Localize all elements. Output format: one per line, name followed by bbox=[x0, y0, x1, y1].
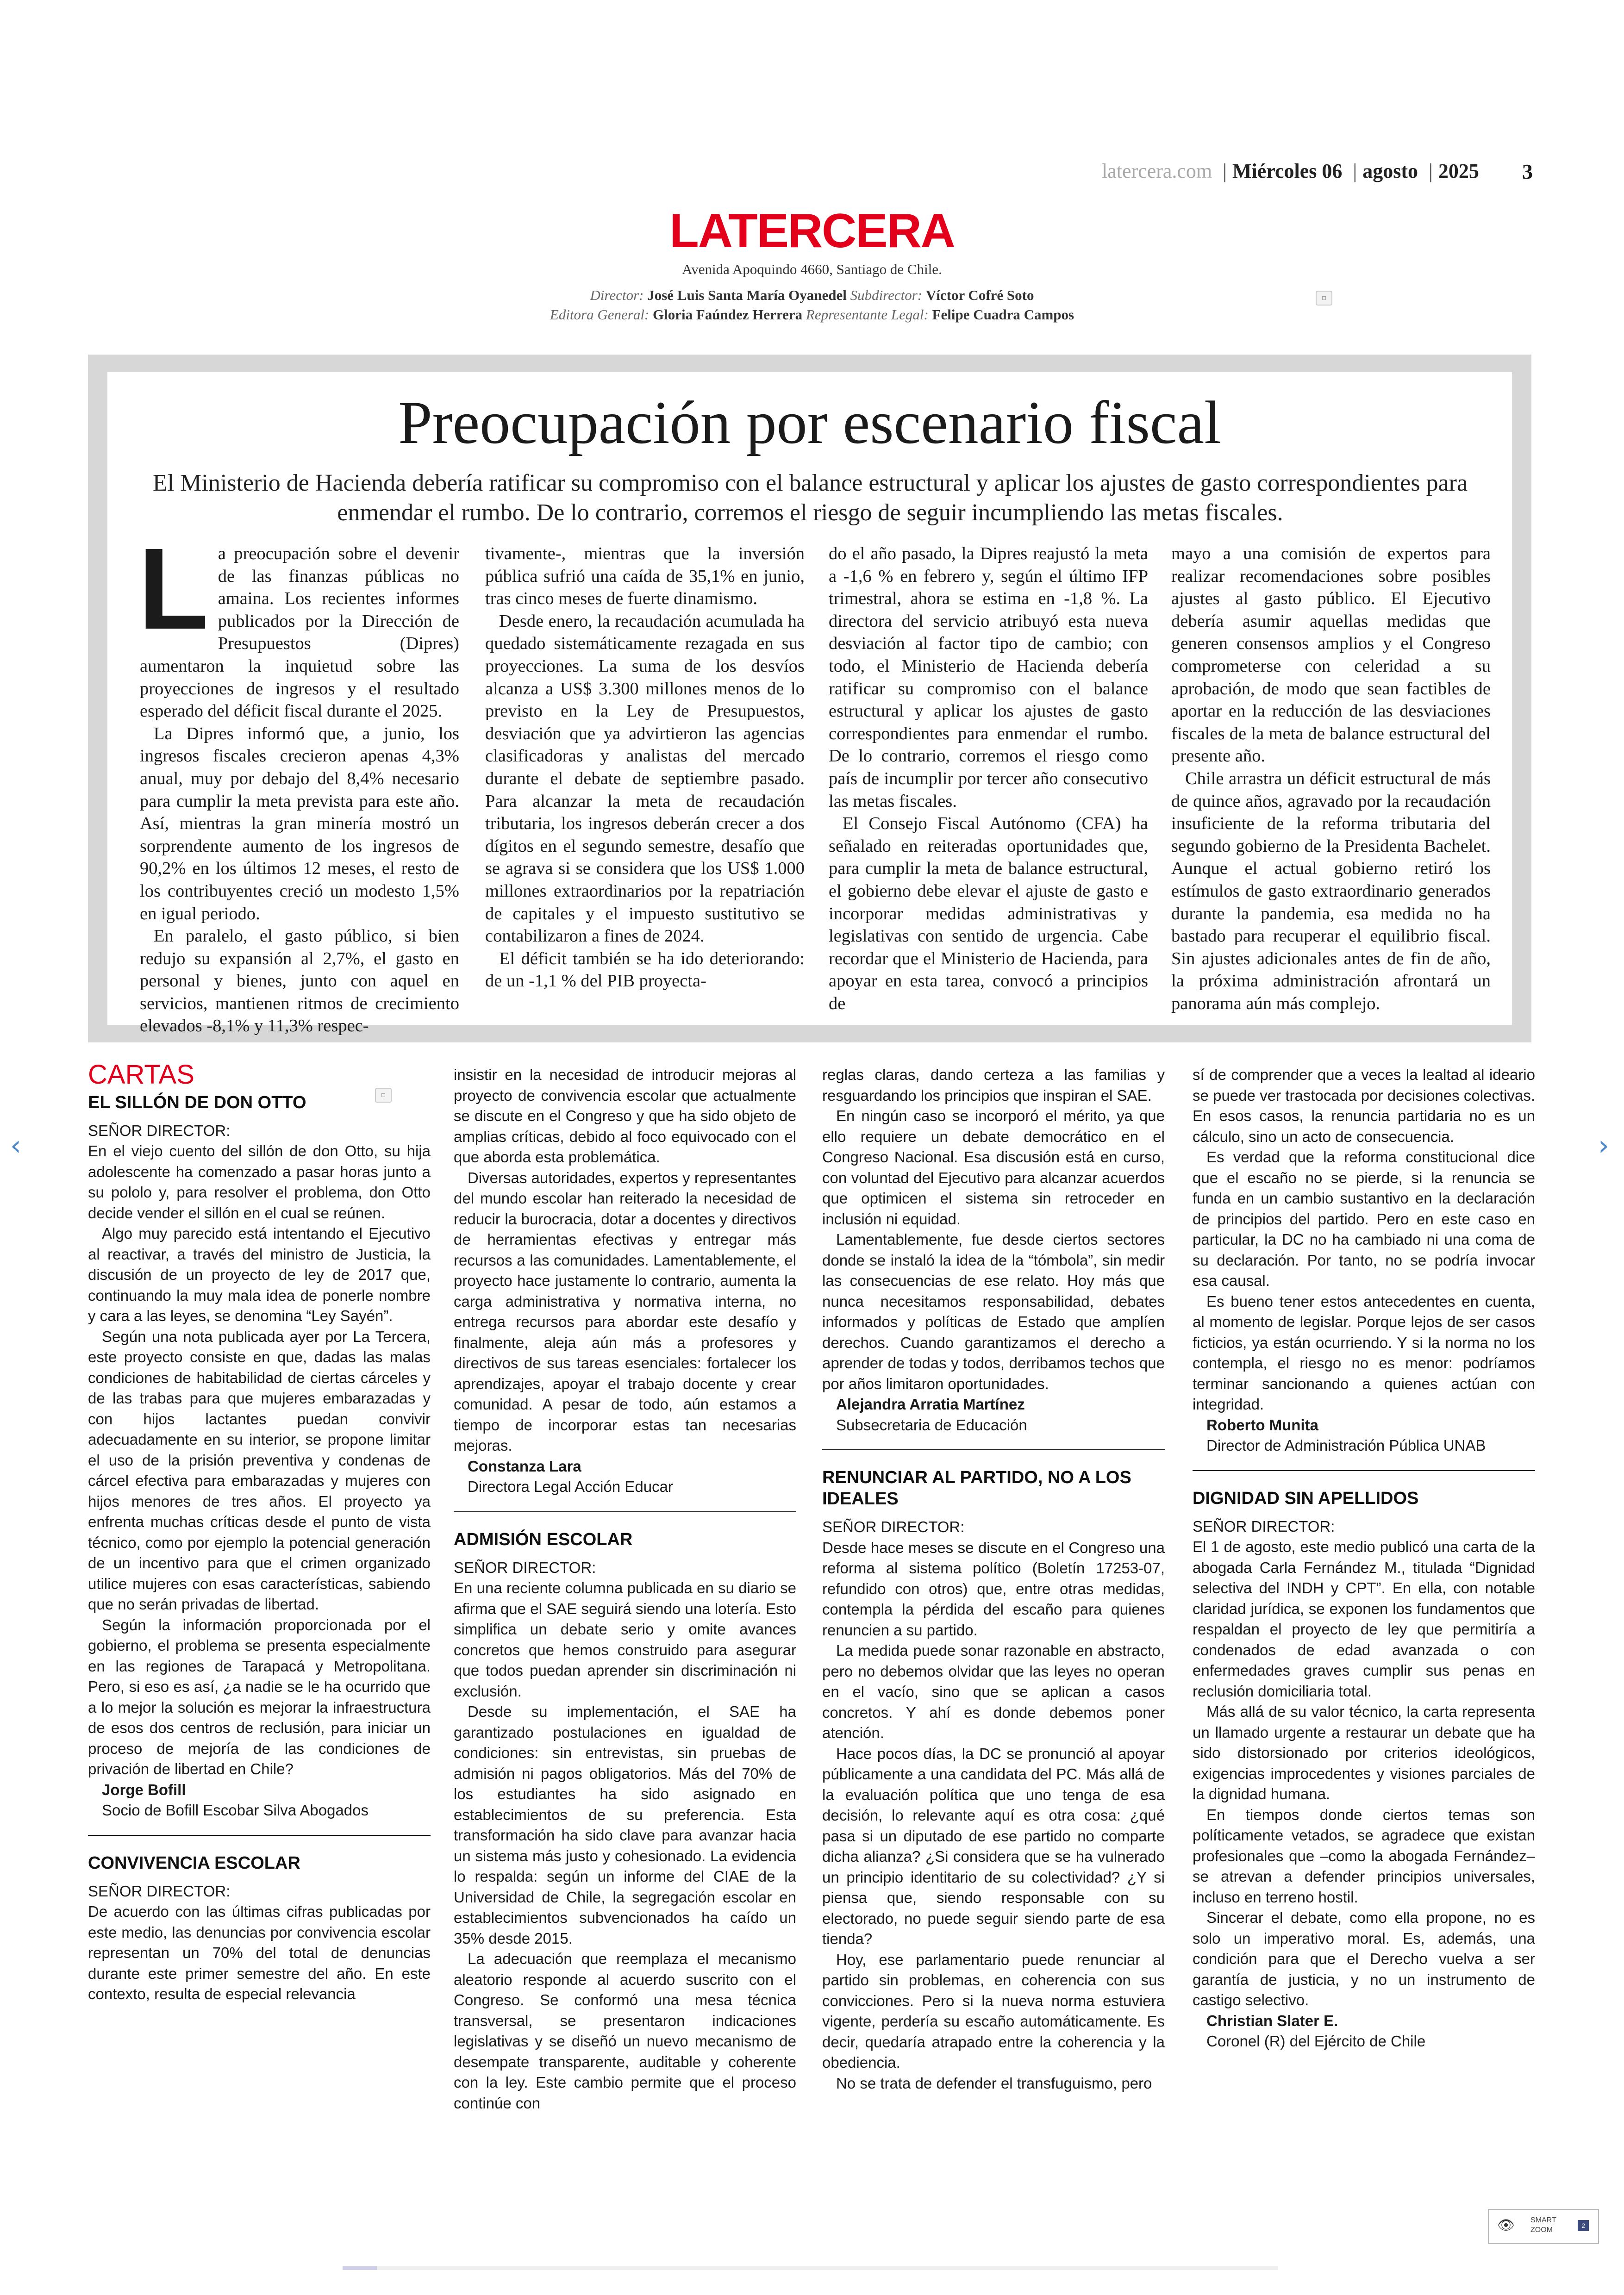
editorial-paragraph: a preocupación sobre el devenir de las finanzas públicas no amaina. Los recientes informes publicados por la Dirección de Presupuestos (Dipres) aumentaron la inquietud sobre las proyecciones de ingresos y el resultado esperado del déficit fiscal durante el 2025. bbox=[140, 544, 459, 721]
letter-title: EL SILLÓN DE DON OTTO bbox=[88, 1092, 306, 1112]
letter-paragraph: Diversas autoridades, expertos y representantes del mundo escolar han reiterado la necesidad de reducir la burocracia, dotar a docentes y directivos de herramientas efectivas y entregar más recursos a las comunidades. Lamentablemente, el proyecto hace justamente lo contrario, aumenta la carga administrativa y normativa interna, no entrega recursos para abordar este desafío y finalmente, aleja aún más a profesores y directivos de sus tareas esenciales: fortalecer los aprendizajes, apoyar el trabajo docente y crear comunidad. A pesar de todo, aún estamos a tiempo de incorporar estas tan necesarias mejoras. bbox=[454, 1169, 796, 1454]
letter-paragraph: No se trata de defender el transfuguismo, pero bbox=[836, 2074, 1152, 2092]
subdirector-label: Subdirector: bbox=[850, 287, 923, 303]
staff-line-1 bbox=[0, 287, 1624, 304]
editorial-paragraph: Chile arrastra un déficit estructural de más de quince años, agravado por la recaudación insuficiente de la reforma tributaria del segundo gobierno de la Presidenta Bachelet. Aunque el actual gobierno retiró los estímulos de gasto extraordinario generados durante la pandemia, esa medida no ha bastado para recuperar el equilibrio fiscal. Sin ajustes adicionales antes de fin de año, la próxima administración afrontará un panorama aún más complejo. bbox=[1171, 768, 1491, 1013]
header-year: 2025 bbox=[1438, 160, 1479, 182]
letters-column-4 bbox=[1193, 1065, 1535, 2052]
salutation: SEÑOR DIRECTOR: bbox=[1193, 1517, 1335, 1535]
letter-paragraph: Es verdad que la reforma constitucional dice que el escaño no se pierde, si la renuncia se funda en un cambio sustantivo en la declaración de principios del partido. Pero en este caso en particular, la DC no ha cambiado ni una coma de su declaración. Por tanto, no se podría invocar esa causal. bbox=[1193, 1148, 1535, 1289]
letter-paragraph: El 1 de agosto, este medio publicó una carta de la abogada Carla Fernández M., titulada “Dignidad selectiva del INDH y CPT”. En ella, con notable claridad jurídica, se exponen los fundamentos que respaldan el proyecto de ley que permitiría a condenados de edad avanzada o con enfermedades graves cumplir sus penas en reclusión domiciliaria total. bbox=[1193, 1538, 1535, 1700]
editorial-column-2 bbox=[485, 543, 805, 992]
letter-title: RENUNCIAR AL PARTIDO, NO A LOS IDEALES bbox=[822, 1468, 1131, 1509]
letter-paragraph: insistir en la necesidad de introducir mejoras al proyecto de convivencia escolar que actualmente se discute en el Congreso y que ha sido objeto de amplias críticas, debido al foco equivocado con el que aborda esta problemática. bbox=[454, 1066, 796, 1166]
letter-paragraph: En tiempos donde ciertos temas son políticamente vetados, se agradece que existan profesionales que –como la abogada Fernández– se atrevan a defender principios universales, incluso en terreno hostil. bbox=[1193, 1806, 1535, 1906]
editorial-paragraph: En paralelo, el gasto público, si bien redujo su expansión al 2,7%, el gasto en personal y bienes, junto con aquel en servicios, mantienen ritmos de crecimiento elevados -8,1% y 11,3% respec- bbox=[140, 926, 459, 1036]
divider bbox=[1193, 1470, 1535, 1471]
editor-label: Editora General: bbox=[550, 306, 650, 323]
letter-author: Alejandra Arratia Martínez bbox=[836, 1396, 1025, 1413]
editorial-subtitle: El Ministerio de Hacienda debería ratificar su compromiso con el balance estructural y aplicar los ajustes de gasto correspondientes para enmendar el rumbo. De lo contrario, corremos el riesgo de seguir incumpliendo las metas fiscales. bbox=[152, 470, 1468, 526]
letter-author-role: Director de Administración Pública UNAB bbox=[1206, 1437, 1486, 1454]
masthead-address: Avenida Apoquindo 4660, Santiago de Chile. bbox=[682, 261, 942, 277]
editorial-column-4 bbox=[1171, 543, 1491, 1015]
section-title: CARTAS bbox=[88, 1060, 194, 1090]
letter-paragraph: Desde su implementación, el SAE ha garantizado postulaciones en igualdad de condiciones: sin entrevistas, sin pruebas de admisión ni pagos obligatorios. Más del 70% de los estudiantes ha sido asignado en establecimientos de su preferencia. Esta transformación ha sido clave para avanzar hacia un sistema más justo y cohesionado. La evidencia lo respalda: según un informe del CIAE de la Universidad de Chile, la segregación escolar en establecimientos subvencionados ha caído un 35% desde 2015. bbox=[454, 1703, 796, 1947]
page-header-line bbox=[1102, 159, 1479, 183]
letter-author: Jorge Bofill bbox=[102, 1781, 186, 1798]
letter-paragraph: Según una nota publicada ayer por La Tercera, este proyecto consiste en que, dadas las malas condiciones de habitabilidad de ciertas cárceles y de las trabas para que mujeres embarazadas y con hijos lactantes puedan convivir adecuadamente en su interior, se propone limitar el uso de la prisión preventiva y condenas de cárcel efectiva para embarazadas y mujeres con hijos menores de tres años. El proyecto ya enfrenta muchas críticas desde el punto de vista técnico, como por ejemplo la potencial generación de un incentivo para que el crimen organizado utilice mujeres con esas características, sabiendo que no serán privadas de libertad. bbox=[88, 1328, 431, 1613]
letter-paragraph: sí de comprender que a veces la lealtad al ideario se puede ver trastocada por decisiones colectivas. En esos casos, la renuncia partidaria no es un cálculo, sino un acto de consecuencia. bbox=[1193, 1066, 1535, 1145]
salutation: SEÑOR DIRECTOR: bbox=[88, 1122, 231, 1139]
letter-author: Christian Slater E. bbox=[1206, 2012, 1338, 2029]
header-day: Miércoles 06 bbox=[1232, 160, 1343, 182]
director-label: Director: bbox=[590, 287, 644, 303]
letter-author: Roberto Munita bbox=[1206, 1416, 1318, 1434]
letters-column-3 bbox=[822, 1065, 1165, 2094]
scrollbar-thumb[interactable] bbox=[343, 2266, 377, 2270]
legal-rep-label: Representante Legal: bbox=[806, 306, 929, 323]
letter-paragraph: Más allá de su valor técnico, la carta representa un llamado urgente a restaurar un debate que ha sido distorsionado por criterios ideológicos, exigencias improcedentes y visiones parciales de la dignidad humana. bbox=[1193, 1703, 1535, 1802]
letter-paragraph: Sincerar el debate, como ella propone, no es solo un imperativo moral. Es, además, una condición para que el Derecho vuelva a ser garantía de justicia, y no un instrumento de castigo selectivo. bbox=[1193, 1909, 1535, 2008]
letter-title: CONVIVENCIA ESCOLAR bbox=[88, 1853, 300, 1873]
editorial-paragraph: tivamente-, mientras que la inversión pública sufrió una caída de 35,1% en junio, tras cinco meses de fuerte dinamismo. bbox=[485, 544, 805, 609]
header-divider: | bbox=[1429, 160, 1433, 182]
header-month: agosto bbox=[1362, 160, 1418, 182]
letters-column-1 bbox=[88, 1060, 431, 2005]
letter-paragraph: Hoy, ese parlamentario puede renunciar al partido sin problemas, en coherencia con sus convicciones. Pero si la nueva norma estuviera vigente, perdería su escaño automáticamente. Es decir, quedaría atrapado entre la coherencia y la obediencia. bbox=[822, 1951, 1165, 2071]
letter-paragraph: Algo muy parecido está intentando el Ejecutivo al reactivar, a través del ministro de Justicia, la discusión de un proyecto de ley de 2017 que, continuando la muy mala idea de ponerle nombre y cara a las leyes, se denomina “Ley Sayén”. bbox=[88, 1225, 431, 1324]
next-page-arrow-icon[interactable]: › bbox=[1598, 1129, 1609, 1162]
letter-paragraph: La adecuación que reemplaza el mecanismo aleatorio responde al acuerdo suscrito con el Congreso. Se conformó una mesa técnica transversal, se presentaron indicaciones legislativas y se diseñó un nuevo mecanismo de desempate transparente, auditable y coherente con la ley. Este cambio permite que el proceso continúe con bbox=[454, 1950, 796, 2112]
letter-author-role: Socio de Bofill Escobar Silva Abogados bbox=[102, 1802, 369, 1819]
letter-author-role: Subsecretaria de Educación bbox=[836, 1416, 1027, 1434]
article-tag-icon[interactable]: ▫ bbox=[1316, 291, 1332, 306]
letter-author-role: Coronel (R) del Ejército de Chile bbox=[1206, 2033, 1426, 2050]
salutation: SEÑOR DIRECTOR: bbox=[88, 1882, 231, 1900]
site-link[interactable]: latercera.com bbox=[1102, 160, 1212, 182]
letter-paragraph: Es bueno tener estos antecedentes en cuenta, al momento de legislar. Porque lejos de ser casos ficticios, ya están ocurriendo. Y si la norma no los contempla, el riesgo no es menor: podríamos terminar sancionando a quienes actúan con integridad. bbox=[1193, 1292, 1535, 1413]
smart-zoom-label-line2: ZOOM bbox=[1530, 2226, 1553, 2234]
director-name: José Luis Santa María Oyanedel bbox=[647, 287, 847, 303]
subdirector-name: Víctor Cofré Soto bbox=[925, 287, 1034, 303]
letters-tag-icon[interactable]: ▫ bbox=[375, 1088, 392, 1103]
editorial-paragraph: mayo a una comisión de expertos para realizar recomendaciones sobre posibles ajustes al gasto público. El Ejecutivo debería asumir aquellas medidas que generen consensos amplios y el Congreso comprometerse con celeridad a su aprobación, de modo que sean factibles de aportar en la reducción de las desviaciones fiscales de la meta de balance estructural del presente año. bbox=[1171, 544, 1491, 766]
smart-zoom-label bbox=[1530, 2215, 1556, 2235]
letter-author-role: Directora Legal Acción Educar bbox=[468, 1478, 673, 1495]
header-divider: | bbox=[1353, 160, 1357, 182]
letter-title: DIGNIDAD SIN APELLIDOS bbox=[1193, 1488, 1419, 1508]
letter-paragraph: La medida puede sonar razonable en abstracto, pero no debemos olvidar que las leyes no operan en el vacío, sino que se aplican a casos concretos. Y ahí es donde debemos poner atención. bbox=[822, 1642, 1165, 1741]
letter-paragraph: Lamentablemente, fue desde ciertos sectores donde se instaló la idea de la “tómbola”, sin medir las consecuencias de ese relato. Hoy más que nunca necesitamos responsabilidad, debates informados y políticas de Estado que amplíen derechos. Cuando garantizamos el derecho a aprender de todas y todos, derribamos techos que por años limitaron oportunidades. bbox=[822, 1231, 1165, 1392]
drop-cap: L bbox=[138, 524, 209, 653]
smart-zoom-button[interactable] bbox=[1488, 2209, 1599, 2244]
letter-paragraph: En el viejo cuento del sillón de don Otto, su hija adolescente ha comenzado a pasar horas junto a su pololo y, para resolver el problema, don Otto decide vender el sillón en el cual se reúnen. bbox=[88, 1142, 431, 1222]
letter-paragraph: reglas claras, dando certeza a las familias y resguardando los principios que inspiran el SAE. bbox=[822, 1066, 1165, 1104]
prev-page-arrow-icon[interactable]: ‹ bbox=[10, 1129, 21, 1162]
divider bbox=[822, 1449, 1165, 1450]
divider bbox=[454, 1511, 796, 1512]
letter-title: ADMISIÓN ESCOLAR bbox=[454, 1529, 633, 1549]
editorial-paragraph: Desde enero, la recaudación acumulada ha quedado sistemáticamente rezagada en sus proyecciones. La suma de los desvíos alcanza a US$ 3.300 millones menos de lo previsto en la Ley de Presupuestos, desviación que ya advirtieron las agencias clasificadoras y analistas del mercado durante el debate de septiembre pasado. Para alcanzar la meta de recaudación tributaria, los ingresos deberán crecer a dos dígitos en el segundo semestre, desafío que se agrava si se considera que los US$ 1.000 millones extraordinarios por la repatriación de capitales y el impuesto sustitutivo se contabilizaron a fines de 2024. bbox=[485, 611, 805, 946]
smart-zoom-label-line1: SMART bbox=[1530, 2216, 1556, 2224]
editorial-title: Preocupación por escenario fiscal bbox=[398, 388, 1221, 456]
letter-author: Constanza Lara bbox=[468, 1457, 581, 1475]
masthead-logo: LATERCERA bbox=[669, 204, 955, 258]
letter-paragraph: Según la información proporcionada por el gobierno, el problema se presenta especialmente en las regiones de Tarapacá y Metropolitana. Pero, si eso es así, ¿a nadie se le ha ocurrido que a lo mejor la solución es mejorar la infraestructura de esos dos centros de reclusión, para iniciar un proceso de mejoría de las condiciones de privación de libertad en Chile? bbox=[88, 1616, 431, 1777]
editorial-paragraph: La Dipres informó que, a junio, los ingresos fiscales crecieron apenas 4,3% anual, muy por debajo del 8,4% necesario para cumplir la meta prevista para este año. Así, mientras la gran minería mostró un sorprendente aumento de los ingresos de 90,2% en los últimos 12 meses, el resto de los contribuyentes creció un modesto 1,5% en igual periodo. bbox=[140, 723, 459, 923]
header-divider: | bbox=[1223, 160, 1227, 182]
page-number: 3 bbox=[1522, 160, 1533, 183]
letters-column-2 bbox=[454, 1065, 796, 2114]
salutation: SEÑOR DIRECTOR: bbox=[822, 1518, 965, 1535]
letter-paragraph: Desde hace meses se discute en el Congreso una reforma al sistema político (Boletín 17253-07, refundido con otros) que, entre otras medidas, contempla la pérdida del escaño para quienes renuncien a su partido. bbox=[822, 1539, 1165, 1639]
horizontal-scrollbar[interactable] bbox=[343, 2266, 1278, 2270]
letter-paragraph: En una reciente columna publicada en su diario se afirma que el SAE seguirá siendo una lotería. Esto simplifica un debate serio y omite avances concretos que hemos construido para asegurar que todos puedan aprender sin discriminación ni exclusión. bbox=[454, 1579, 796, 1700]
eye-icon: 👁 bbox=[1497, 2217, 1515, 2233]
editor-name: Gloria Faúndez Herrera bbox=[653, 306, 803, 323]
letter-paragraph: En ningún caso se incorporó el mérito, ya que ello requiere un debate democrático en el Congreso Nacional. Esa discusión está en curso, con voluntad del Ejecutivo para alcanzar acuerdos que optimicen el sistema sin retroceder en inclusión ni equidad. bbox=[822, 1107, 1165, 1228]
legal-rep-name: Felipe Cuadra Campos bbox=[932, 306, 1074, 323]
divider bbox=[88, 1835, 431, 1836]
editorial-column-1 bbox=[138, 524, 459, 1037]
smart-zoom-badge: 2 bbox=[1578, 2220, 1589, 2231]
letter-paragraph: De acuerdo con las últimas cifras publicadas por este medio, las denuncias por convivencia escolar representan un 70% del total de denuncias durante este primer semestre del año. En este contexto, resulta de especial relevancia bbox=[88, 1903, 431, 2002]
editorial-paragraph: El déficit también se ha ido deteriorando: de un -1,1 % del PIB proyecta- bbox=[485, 948, 805, 991]
editorial-paragraph: do el año pasado, la Dipres reajustó la meta a -1,6 % en febrero y, según el último IFP trimestral, ahora se estima en -1,8 %. La directora del servicio atribuyó esta nueva desviación al factor tipo de cambio; con todo, el Ministerio de Hacienda debería ratificar su compromiso con el balance estructural y aplicar los ajustes de gasto correspondientes para enmendar el rumbo. De lo contrario, corremos el riesgo como país de incumplir por tercer año consecutivo las metas fiscales. bbox=[829, 544, 1148, 811]
editorial-paragraph: El Consejo Fiscal Autónomo (CFA) ha señalado en reiteradas oportunidades que, para cumplir la meta de balance estructural, el gobierno debe elevar el ajuste de gasto e incorporar medidas administrativas y legislativas con sentido de urgencia. Cabe recordar que el Ministerio de Hacienda, para apoyar en esta tarea, convocó a principios de bbox=[829, 814, 1148, 1013]
staff-line-2 bbox=[0, 306, 1624, 323]
editorial-column-3 bbox=[829, 543, 1148, 1015]
salutation: SEÑOR DIRECTOR: bbox=[454, 1559, 596, 1576]
letter-paragraph: Hace pocos días, la DC se pronunció al apoyar públicamente a una candidata del PC. Más allá de la evaluación política que uno tenga de esa decisión, lo relevante aquí es otra cosa: ¿qué pasa si un diputado de ese partido no comparte dicha alianza? ¿Si considera que se ha vulnerado un principio identitario de su colectividad? ¿Y si piensa que, siendo responsable con su electorado, no puede seguir siendo parte de esa tienda? bbox=[822, 1745, 1165, 1947]
